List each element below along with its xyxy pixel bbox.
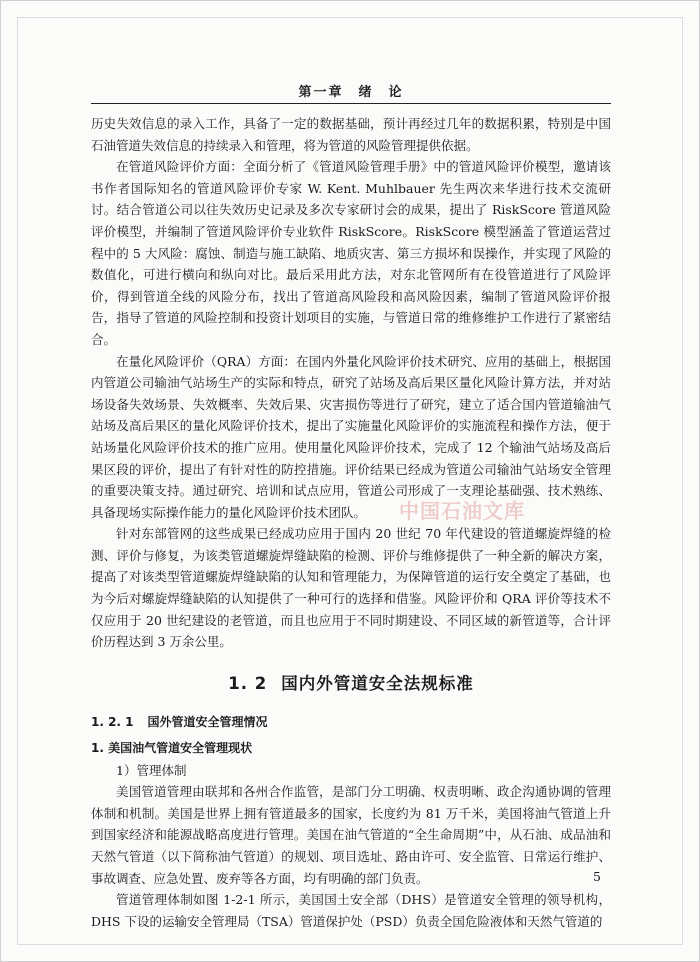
section-number: 1. 2: [228, 673, 268, 693]
paragraph-6: 管道管理体制如图 1-2-1 所示，美国国土安全部（DHS）是管道安全管理的领导机构，DHS 下设的运输安全管理局（TSA）管道保护处（PSD）负责全国危险液体和天然气管道的: [91, 892, 611, 929]
paragraph-5: 美国管道管理由联邦和各州合作监管，是部门分工明确、权责明晰、政企沟通协调的管理体制和机制。美国是世界上拥有管道最多的国家，长度约为 81 万千米，美国将油气管道上升到国家经济和能源战略高度进行管理。美国在油气管道的“全生命周期”中，从石油、成品油和天然气管道（以下简称油气管道）的规划、项目选址、路由许可、安全监管、日常运行维护、事故调查、应急处置、废弃等各方面，均有明确的部门负责。: [91, 784, 611, 886]
item-heading: 1）管理体制: [116, 762, 187, 778]
running-head: 第一章 绪 论: [298, 85, 404, 100]
paragraph-3: 在量化风险评价（QRA）方面：在国内外量化风险评价技术研究、应用的基础上，根据国内管道公司输油气站场生产的实际和特点，研究了站场及高后果区量化风险计算方法，并对站场设备失效场景、失效概率、失效后果、灾害损伤等进行了研究，建立了适合国内管道输油气站场及高后果区的量化风险评价技术，提出了实施量化风险评价的实施流程和操作方法，便于站场量化风险评价技术的推广应用。使用量化风险评价技术，完成了 12 个输油气站场及高后果区段的评价，提出了有针对性的防控措施。评价结果已经成为管道公司输油气站场安全管理的重要决策支持。通过研究、培训和试点应用，管道公司形成了一支理论基础强、技术熟练、具备现场实际操作能力的量化风险评价技术团队。: [91, 353, 611, 520]
paragraph-2: 在管道风险评价方面：全面分析了《管道风险管理手册》中的管道风险评价模型，邀请该书作者国际知名的管道风险评价专家 W. Kent. Muhlbauer 先生两次来华进行技术交流研讨。结合管道公司以往失效历史记录及多次专家研讨会的成果，提出了 RiskScore 管道风险评价模型，并编制了管道风险评价专业软件 RiskScore。RiskScore 模型涵盖了管道运营过程中的 5 大风险：腐蚀、制造与施工缺陷、地质灾害、第三方损坏和误操作，并实现了风险的数值化，可进行横向和纵向对比。最后采用此方法，对东北管网所有在役管道进行了风险评价，得到管道全线的风险分布，找出了管道高风险段和高风险因素，编制了管道风险评价报告，指导了管道的风险控制和投资计划项目的实施，与管道日常的维修维护工作进行了紧密结合。: [91, 159, 611, 347]
section-heading: [91, 673, 611, 695]
subsection-number: 1. 2. 1: [91, 715, 134, 730]
subsection-title: 国外管道安全管理情况: [147, 715, 268, 730]
section-title: 国内外管道安全法规标准: [281, 673, 474, 693]
body-text: [91, 113, 611, 932]
subsection-heading: [91, 712, 611, 734]
page-number: 5: [593, 869, 601, 884]
header-rule: [91, 103, 611, 104]
paragraph-4: 针对东部管网的这些成果已经成功应用于国内 20 世纪 70 年代建设的管道螺旋焊缝的检测、评价与修复，为该类管道螺旋焊缝缺陷的检测、评价与维修提供了一种全新的解决方案，提高了对该类型管道螺旋焊缝缺陷的认知和管理能力，为保障管道的运行安全奠定了基础，也为今后对螺旋焊缝缺陷的认知提供了一种可行的选择和借鉴。风险评价和 QRA 评价等技术不仅应用于 20 世纪建设的老管道，而且也应用于不同时期建设、不同区域的新管道等，合计评价历程达到 3 万余公里。: [91, 526, 611, 650]
subsubsection-heading: 1. 美国油气管道安全管理现状: [91, 741, 253, 756]
paragraph-1: 历史失效信息的录入工作，具备了一定的数据基础，预计再经过几年的数据积累，特别是中国石油管道失效信息的持续录入和管理，将为管道的风险管理提供依据。: [91, 116, 611, 153]
watermark: 中国石油文库: [399, 499, 525, 523]
